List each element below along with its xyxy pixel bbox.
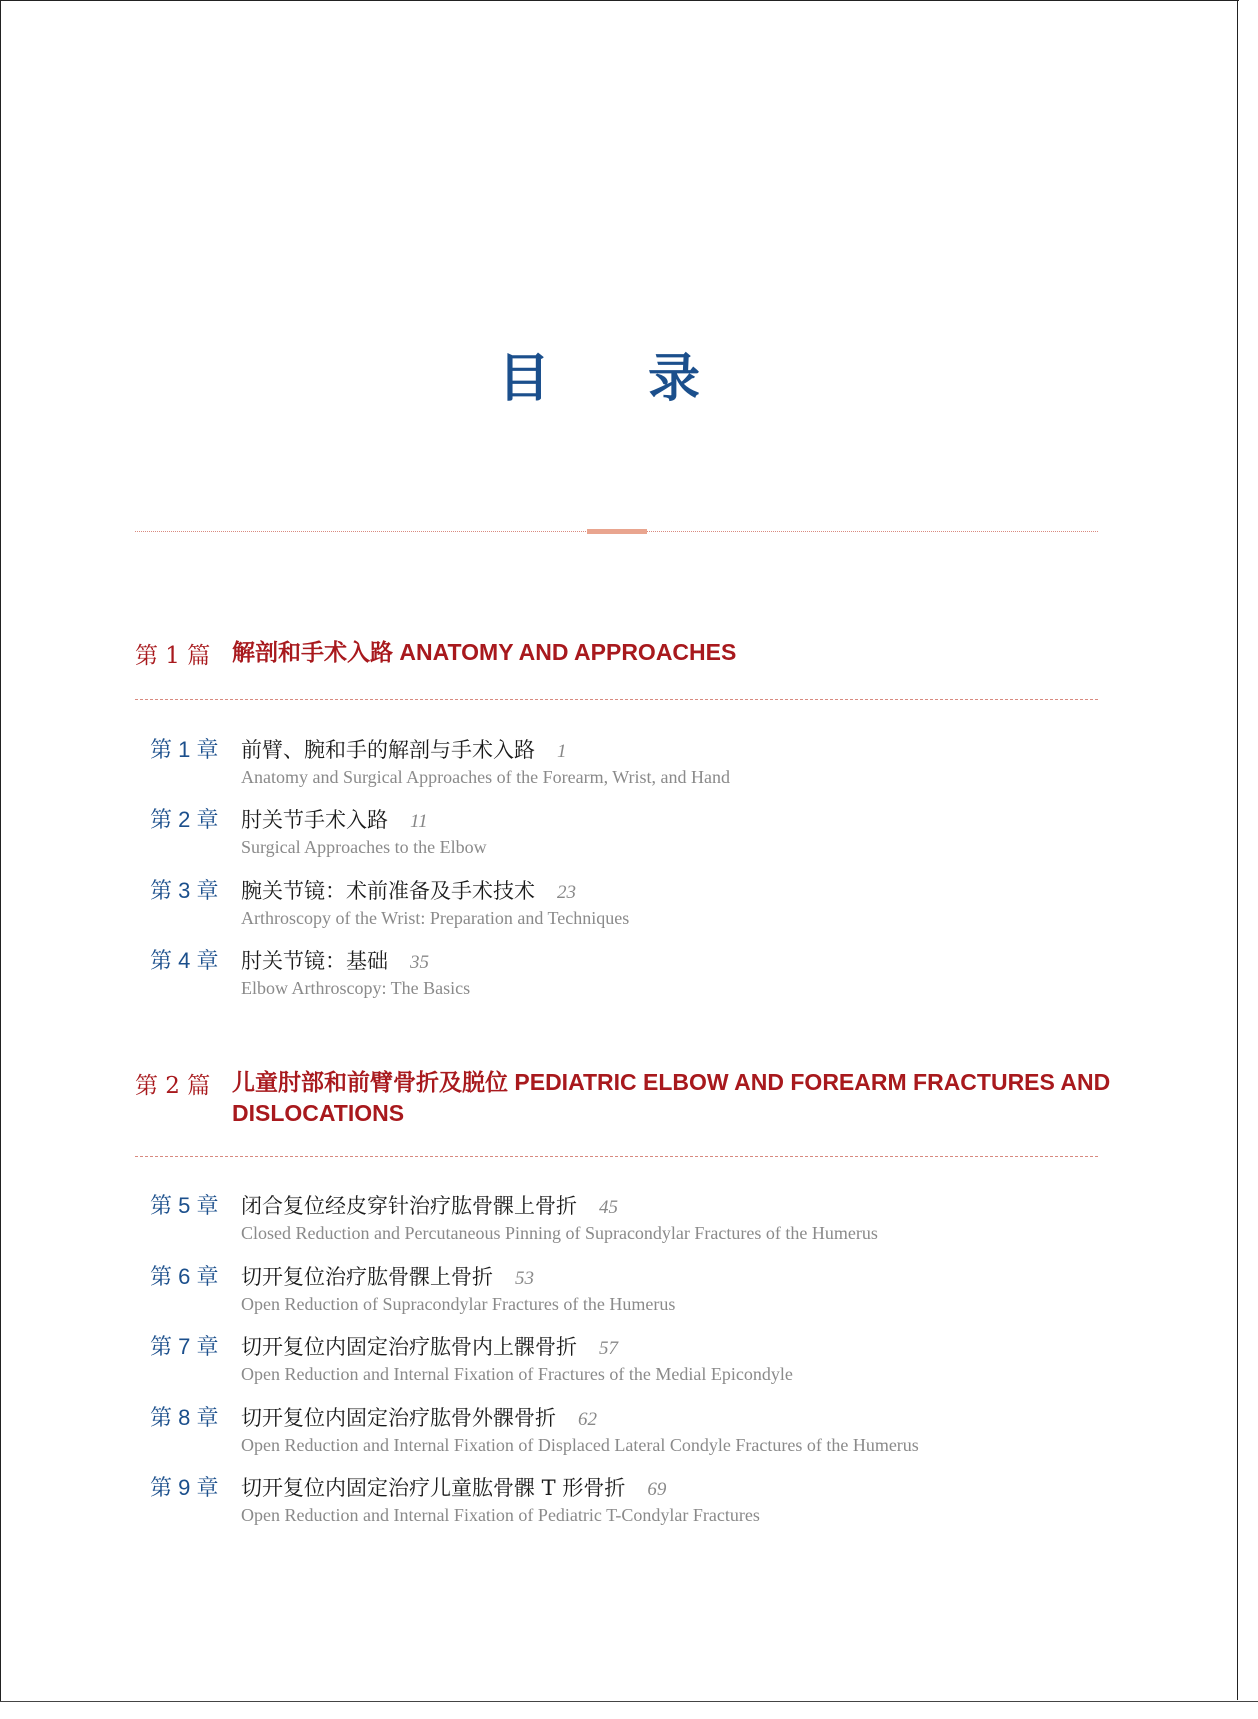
- chapter-title-en: Anatomy and Surgical Approaches of the Forearm, Wrist, and Hand: [241, 767, 730, 787]
- chapter-title-zh: 前臂、腕和手的解剖与手术入路: [241, 738, 535, 762]
- chapter-title-en: Surgical Approaches to the Elbow: [241, 837, 487, 857]
- toc-entry[interactable]: [150, 736, 730, 788]
- chapter-title-en: Arthroscopy of the Wrist: Preparation and Techniques: [241, 908, 630, 928]
- part-number: 第 2 篇: [135, 1073, 211, 1099]
- toc-entry[interactable]: [150, 806, 487, 858]
- chapter-title-zh: 切开复位内固定治疗肱骨内上髁骨折: [241, 1335, 577, 1359]
- chapter-title-en: Open Reduction and Internal Fixation of Pediatric T-Condylar Fractures: [241, 1505, 760, 1525]
- toc-entry[interactable]: [150, 1263, 675, 1315]
- toc-entry[interactable]: [150, 947, 470, 999]
- chapter-title-zh: 肘关节手术入路: [241, 808, 388, 832]
- toc-title: 目 录: [497, 348, 741, 409]
- part-title: 儿童肘部和前臂骨折及脱位 PEDIATRIC ELBOW AND FOREARM FRACTURES AND DISLOCATIONS: [232, 1069, 1111, 1126]
- chapter-number: 第 2 章: [150, 807, 219, 832]
- part-rule: [135, 1156, 1098, 1157]
- chapter-page: 11: [410, 811, 428, 832]
- chapter-title-zh: 闭合复位经皮穿针治疗肱骨髁上骨折: [241, 1194, 577, 1218]
- chapter-title-zh: 肘关节镜：基础: [241, 949, 388, 973]
- chapter-page: 53: [515, 1268, 534, 1289]
- chapter-page: 23: [557, 882, 576, 903]
- chapter-page: 69: [647, 1479, 667, 1500]
- chapter-number: 第 8 章: [150, 1405, 219, 1430]
- page-frame-bottom-edge: [0, 1701, 1258, 1702]
- chapter-title-en: Elbow Arthroscopy: The Basics: [241, 978, 471, 998]
- chapter-number: 第 5 章: [150, 1193, 219, 1218]
- chapter-page: 45: [599, 1197, 618, 1218]
- chapter-title-en: Open Reduction and Internal Fixation of Fractures of the Medial Epicondyle: [241, 1364, 793, 1384]
- chapter-title-zh: 切开复位内固定治疗肱骨外髁骨折: [241, 1406, 556, 1430]
- chapter-title-en: Open Reduction of Supracondylar Fractures of the Humerus: [241, 1294, 676, 1314]
- chapter-page: 57: [599, 1338, 618, 1359]
- part-rule: [135, 699, 1098, 700]
- chapter-number: 第 3 章: [150, 878, 219, 903]
- part-number: 第 1 篇: [135, 643, 211, 669]
- chapter-title-en: Open Reduction and Internal Fixation of Displaced Lateral Condyle Fractures of the Humerus: [241, 1435, 919, 1455]
- toc-entry[interactable]: [150, 877, 629, 929]
- toc-entry[interactable]: [150, 1404, 919, 1456]
- chapter-number: 第 7 章: [150, 1334, 219, 1359]
- chapter-title-en: Closed Reduction and Percutaneous Pinning of Supracondylar Fractures of the Humerus: [241, 1223, 878, 1243]
- toc-entry[interactable]: [150, 1192, 878, 1244]
- chapter-number: 第 9 章: [150, 1475, 219, 1500]
- chapter-number: 第 1 章: [150, 737, 219, 762]
- toc-entry[interactable]: [150, 1474, 760, 1526]
- part-heading: [135, 637, 1122, 670]
- chapter-number: 第 4 章: [150, 948, 219, 973]
- part-heading: [135, 1067, 1122, 1129]
- chapter-title-zh: 切开复位内固定治疗儿童肱骨髁 T 形骨折: [241, 1476, 626, 1500]
- chapter-title-zh: 腕关节镜：术前准备及手术技术: [241, 879, 535, 903]
- page-frame-right-edge: [1237, 0, 1238, 1700]
- title-divider-accent: [587, 529, 647, 534]
- chapter-title-zh: 切开复位治疗肱骨髁上骨折: [241, 1265, 493, 1289]
- chapter-page: 62: [578, 1409, 597, 1430]
- chapter-number: 第 6 章: [150, 1264, 219, 1289]
- chapter-page: 35: [410, 952, 429, 973]
- part-title: 解剖和手术入路 ANATOMY AND APPROACHES: [232, 639, 737, 665]
- toc-entry[interactable]: [150, 1333, 793, 1385]
- chapter-page: 1: [557, 741, 567, 762]
